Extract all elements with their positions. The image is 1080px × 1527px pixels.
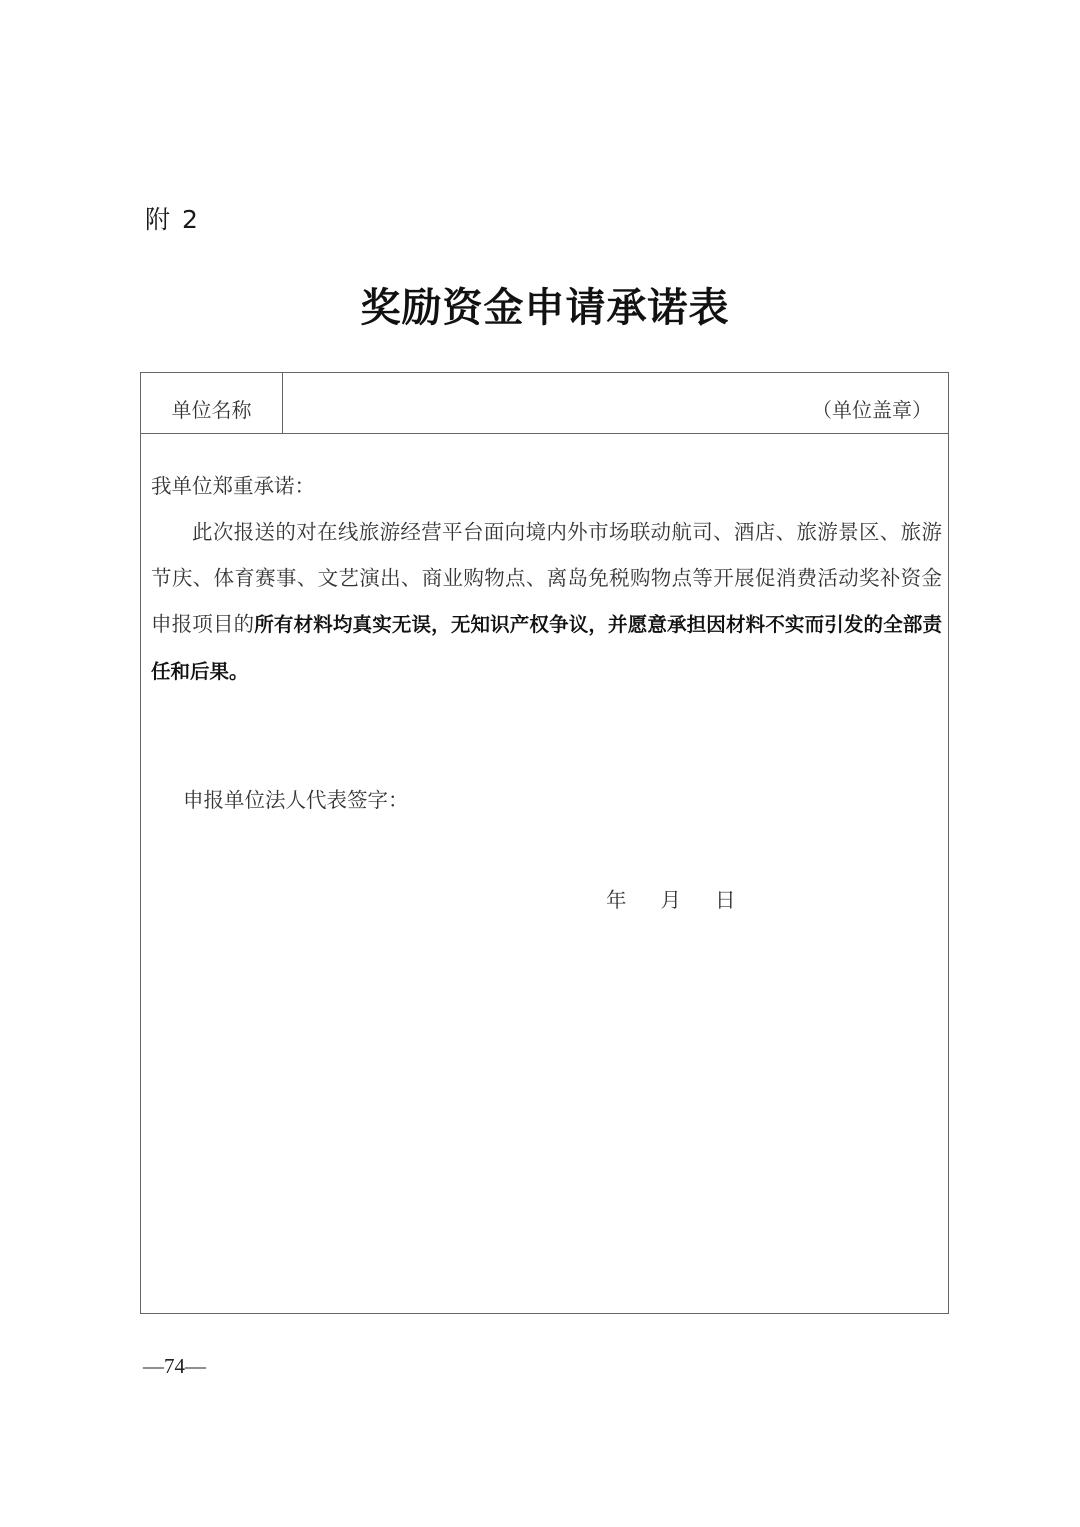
pledge-intro: 我单位郑重承诺： (151, 474, 315, 498)
signature-field[interactable] (411, 781, 831, 811)
date-day-label: 日 (715, 888, 736, 912)
unit-name-row (141, 373, 948, 434)
signature-label: 申报单位法人代表签字： (183, 788, 409, 812)
pledge-form-table (140, 372, 949, 1314)
page-number: —74— (143, 1354, 206, 1378)
unit-seal-note: （单位盖章） (812, 397, 932, 422)
date-line (606, 883, 736, 913)
date-month-field[interactable] (681, 883, 715, 913)
pledge-body (151, 463, 942, 695)
pledge-text-bold: 所有材料均真实无误，无知识产权争议，并愿意承担因材料不实而引发的全部责任和后果。 (151, 613, 942, 683)
date-month-label: 月 (660, 888, 681, 912)
unit-name-field[interactable] (283, 373, 948, 433)
date-year-label: 年 (606, 888, 627, 912)
attachment-label: 附 2 (145, 205, 200, 234)
pledge-paragraph (151, 509, 942, 695)
pledge-text-normal: 此次报送的对在线旅游经营平台面向境内外市场联动航司、酒店、旅游景区、旅游节庆、体育赛事、文艺演出、商业购物点、离岛免税购物点等开展促消费活动奖补资金申报项目的 (151, 520, 942, 636)
document-title: 奖励资金申请承诺表 (360, 284, 730, 331)
date-year-field[interactable] (627, 883, 661, 913)
unit-name-label: 单位名称 (141, 373, 283, 433)
